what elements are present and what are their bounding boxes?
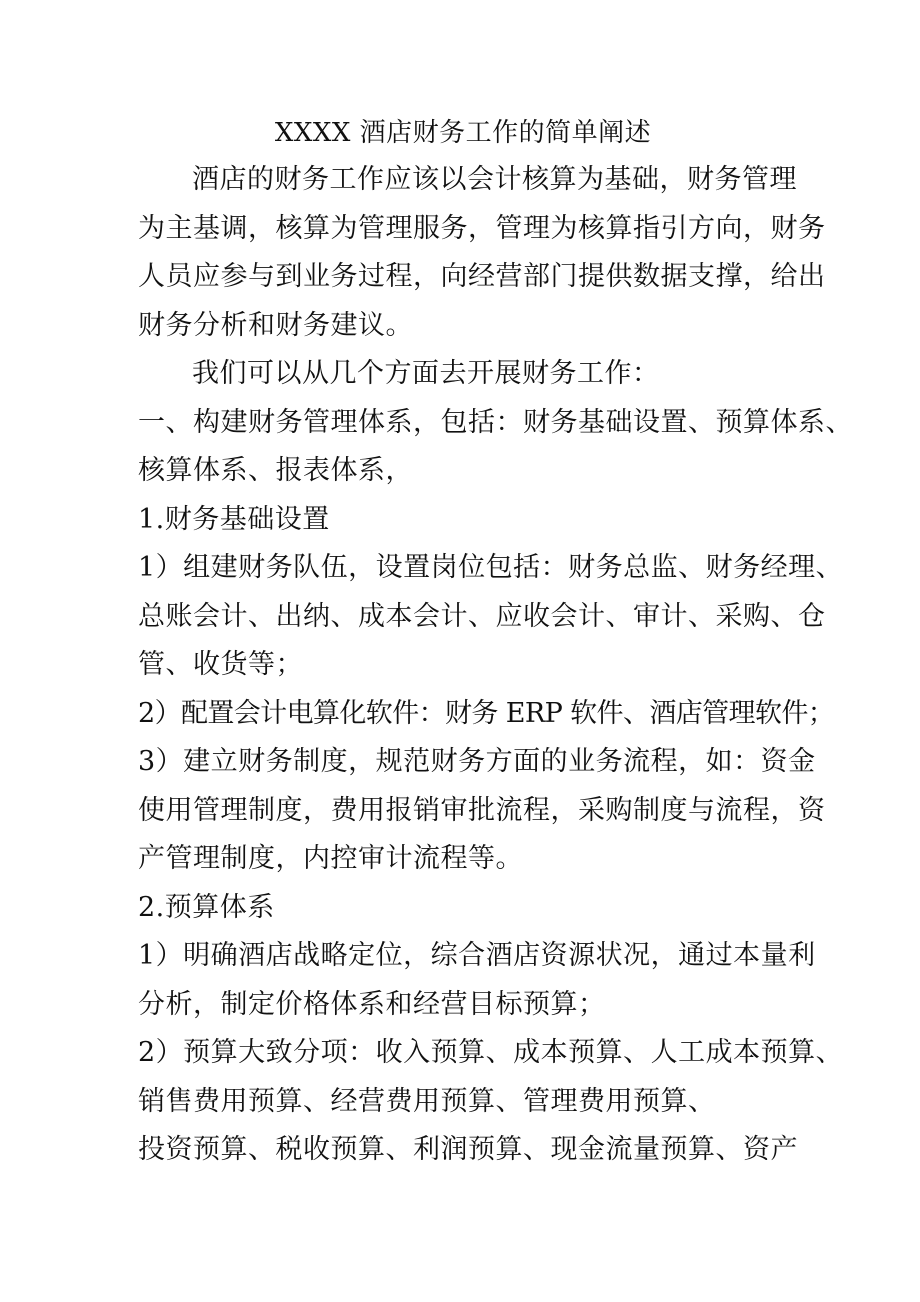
item-line: 销售费用预算、经营费用预算、管理费用预算、 [138, 1085, 716, 1117]
item-line: 投资预算、税收预算、利润预算、现金流量预算、资产 [138, 1134, 798, 1165]
heading-financial-basics [138, 496, 788, 545]
item-1-2 [138, 690, 835, 739]
item-line: 分析，制定价格体系和经营目标预算； [138, 988, 606, 1020]
document-body [138, 110, 853, 1175]
item-line: 1）组建财务队伍，设置岗位包括：财务总监、财务经理、 [138, 552, 844, 583]
section-1-line: 一、构建财务管理体系，包括：财务基础设置、预算体系、 [138, 406, 853, 438]
item-1-1 [138, 544, 844, 690]
item-1-3 [138, 738, 826, 884]
item-2-2 [138, 1029, 844, 1175]
item-line: 产管理制度，内控审计流程等。 [138, 843, 523, 874]
item-line: 3）建立财务制度，规范财务方面的业务流程，如：资金 [138, 746, 816, 777]
document-title: XXXX 酒店财务工作的简单阐述 [274, 118, 652, 148]
section-1-line: 核算体系、报表体系， [138, 455, 413, 486]
lead-paragraph [138, 350, 788, 399]
item-line: 使用管理制度，费用报销审批流程，采购制度与流程，资 [138, 794, 826, 826]
heading-budget-system [138, 884, 788, 933]
section-1-paragraph [138, 399, 853, 496]
heading-text: 1.财务基础设置 [138, 503, 330, 535]
item-line: 2）预算大致分项：收入预算、成本预算、人工成本预算、 [138, 1037, 844, 1068]
intro-paragraph [138, 156, 826, 350]
item-line: 管、收货等； [138, 649, 303, 680]
item-line: 总账会计、出纳、成本会计、应收会计、审计、采购、仓 [138, 600, 826, 632]
intro-line: 酒店的财务工作应该以会计核算为基础，财务管理 [192, 164, 797, 195]
item-line: 2）配置会计电算化软件：财务 ERP 软件、酒店管理软件； [138, 697, 835, 729]
item-2-1 [138, 932, 816, 1029]
intro-line: 财务分析和财务建议。 [138, 309, 413, 341]
lead-line: 我们可以从几个方面去开展财务工作： [192, 358, 660, 389]
intro-line: 为主基调，核算为管理服务，管理为核算指引方向，财务 [138, 212, 826, 244]
heading-text: 2.预算体系 [138, 891, 275, 923]
item-line: 1）明确酒店战略定位，综合酒店资源状况，通过本量利 [138, 940, 816, 971]
intro-line: 人员应参与到业务过程，向经营部门提供数据支撑，给出 [138, 261, 826, 292]
